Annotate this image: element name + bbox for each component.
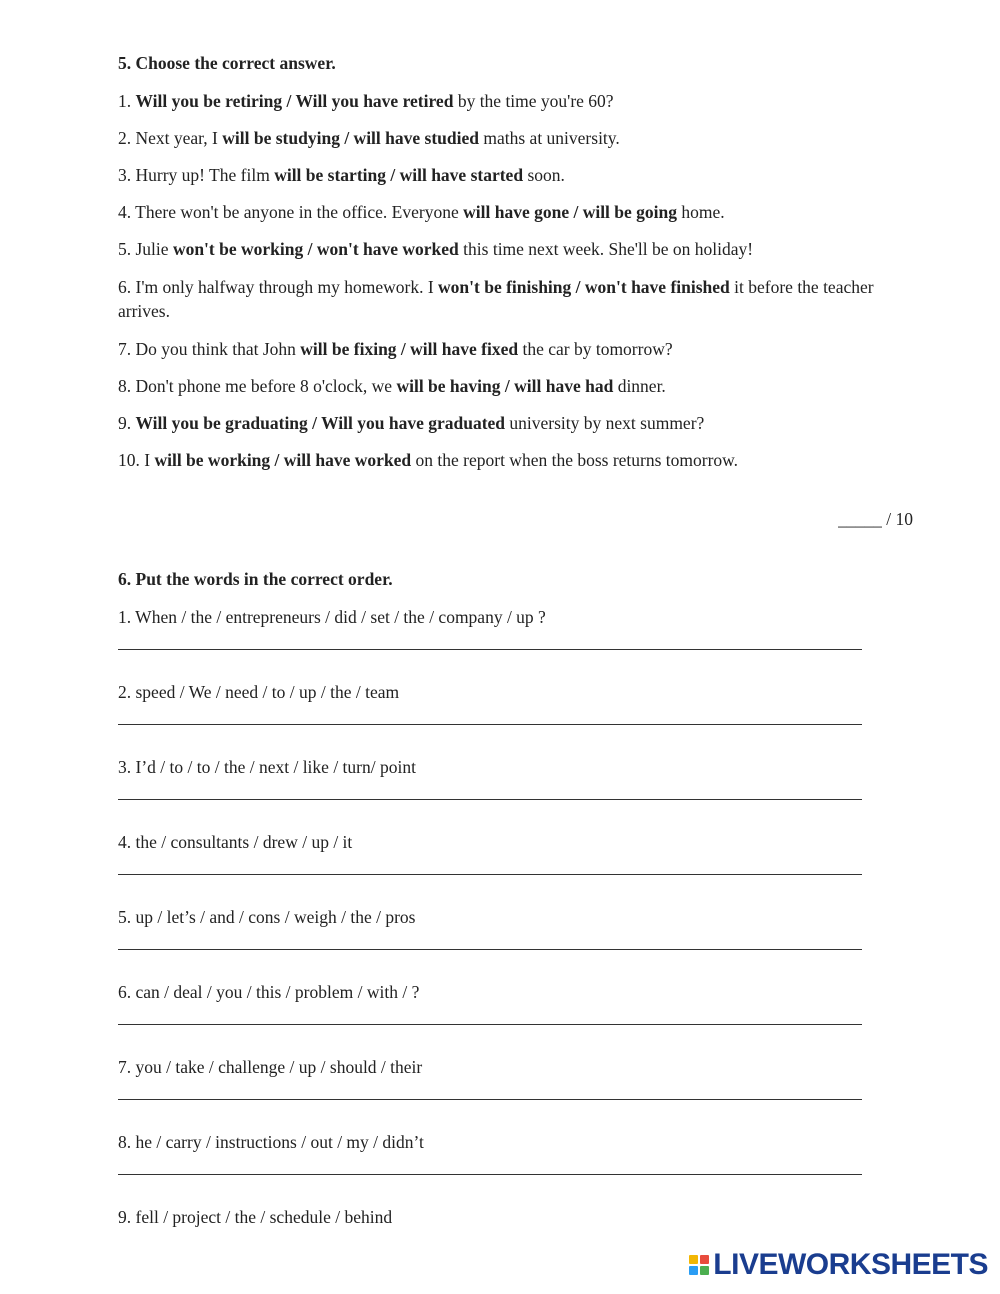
order-item-7: 7. you / take / challenge / up / should / their [118,1057,423,1077]
order-item-4: 4. the / consultants / drew / up / it [118,832,353,852]
score-field[interactable]: _____ / 10 [838,509,913,529]
question-text: 6. I'm only halfway through my homework. I [118,277,439,297]
question-text: 9. [118,413,136,433]
answer-choices[interactable]: will have gone / will be going [463,202,678,222]
answer-row [118,1083,913,1131]
section6-heading: 6. Put the words in the correct order. [118,569,393,589]
answer-choices[interactable]: will be starting / will have started [274,165,524,185]
answer-row [118,783,913,831]
order-item-9: 9. fell / project / the / schedule / behind [118,1207,393,1227]
answer-choices[interactable]: Will you be graduating / Will you have graduated [135,413,506,433]
question-text: home. [677,202,725,222]
question-text: the car by tomorrow? [518,339,673,359]
worksheet-page [118,52,913,1233]
logo-tile [689,1255,698,1264]
answer-line-input[interactable] [118,874,862,875]
order-item-3: 3. I’d / to / to / the / next / like / turn/ point [118,757,416,777]
liveworksheets-logo [689,1248,988,1282]
logo-wordmark: LIVEWORKSHEETS [713,1248,988,1281]
question-text: by the time you're 60? [453,91,614,111]
question-9 [118,412,913,434]
order-item-5: 5. up / let’s / and / cons / weigh / the / pros [118,907,416,927]
answer-line-input[interactable] [118,799,862,800]
question-2 [118,127,913,149]
question-text: on the report when the boss returns tomorrow. [411,450,739,470]
question-text: 1. [118,91,136,111]
answer-choices[interactable]: will be fixing / will have fixed [300,339,519,359]
question-10 [118,449,913,471]
answer-line-input[interactable] [118,1099,862,1100]
section5-heading: 5. Choose the correct answer. [118,53,336,73]
question-text: 7. Do you think that John [118,339,301,359]
answer-line-input[interactable] [118,1024,862,1025]
answer-row [118,1158,913,1206]
question-text: 10. I [118,450,155,470]
order-item-6: 6. can / deal / you / this / problem / with / ? [118,982,420,1002]
answer-choices[interactable]: will be having / will have had [396,376,614,396]
answer-choices[interactable]: Will you be retiring / Will you have retired [135,91,454,111]
answer-row [118,858,913,906]
question-text: 8. Don't phone me before 8 o'clock, we [118,376,397,396]
answer-choices[interactable]: won't be finishing / won't have finished [438,277,730,297]
answer-choices[interactable]: will be studying / will have studied [222,128,479,148]
answer-choices[interactable]: will be working / will have worked [154,450,412,470]
answer-line-input[interactable] [118,724,862,725]
answer-row [118,933,913,981]
answer-line-input[interactable] [118,649,862,650]
question-text: soon. [523,165,565,185]
question-text: 3. Hurry up! The film [118,165,275,185]
logo-mark-icon [689,1255,709,1275]
question-text: 4. There won't be anyone in the office. Everyone [118,202,464,222]
question-6 [118,275,913,323]
order-item-8: 8. he / carry / instructions / out / my / didn’t [118,1132,424,1152]
question-text: 2. Next year, I [118,128,223,148]
answer-line-input[interactable] [118,949,862,950]
question-text: maths at university. [479,128,620,148]
answer-choices[interactable]: won't be working / won't have worked [172,239,459,259]
logo-tile [700,1266,709,1275]
question-text: it before the teacher arrives. [118,277,874,321]
logo-tile [700,1255,709,1264]
answer-line-input[interactable] [118,1174,862,1175]
question-text: 5. Julie [118,239,173,259]
question-1 [118,90,913,112]
question-8 [118,375,913,397]
question-5 [118,238,913,260]
section5-questions [118,90,913,471]
question-text: university by next summer? [505,413,705,433]
order-item-1: 1. When / the / entrepreneurs / did / set / the / company / up ? [118,607,546,627]
order-item-2: 2. speed / We / need / to / up / the / team [118,682,400,702]
answer-row [118,1008,913,1056]
answer-row [118,633,913,681]
question-text: this time next week. She'll be on holiday! [458,239,754,259]
question-text: dinner. [613,376,666,396]
answer-row [118,708,913,756]
logo-tile [689,1266,698,1275]
question-3 [118,164,913,186]
question-4 [118,201,913,223]
question-7 [118,338,913,360]
section6-items [118,606,913,1233]
